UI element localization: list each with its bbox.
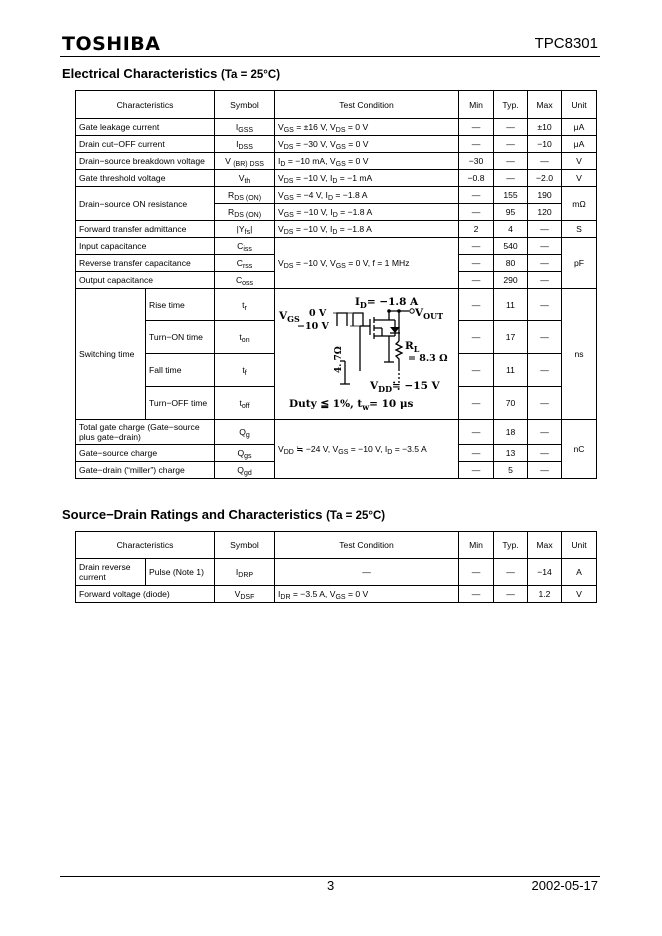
symbol-tr: $t_r$ [215, 289, 275, 321]
section-title-text: Electrical Characteristics [62, 66, 218, 81]
typ-value: — [494, 136, 528, 153]
max-value: −14 [528, 559, 562, 586]
row-subname: Pulse (Note 1) [146, 559, 215, 586]
min-value: — [459, 559, 494, 586]
test-condition: $V_{GS} = \pm 16$ V, $V_{DS} = 0$ V [275, 119, 459, 136]
row-name: Gate leakage current [76, 119, 215, 136]
row-name: Drain−source ON resistance [76, 187, 215, 221]
document-date: 2002-05-17 [531, 878, 598, 893]
min-value: — [459, 586, 494, 603]
max-value: — [528, 462, 562, 479]
col-symbol: Symbol [215, 532, 275, 559]
section-title-source-drain [62, 507, 385, 522]
min-value: −30 [459, 153, 494, 170]
max-value: — [528, 420, 562, 445]
typ-value: 11 [494, 354, 528, 387]
typ-value: 290 [494, 272, 528, 289]
row-name: Forward transfer admittance [76, 221, 215, 238]
col-max: Max [528, 532, 562, 559]
min-value: — [459, 136, 494, 153]
min-value: — [459, 119, 494, 136]
table-row [76, 170, 597, 187]
max-value: — [528, 238, 562, 255]
unit-value: S [562, 221, 597, 238]
row-subname: Fall time [146, 354, 215, 387]
col-unit: Unit [562, 532, 597, 559]
unit-value: pF [562, 238, 597, 289]
symbol-crss: $C_{rss}$ [215, 255, 275, 272]
footer-rule [60, 876, 600, 877]
row-name: Forward voltage (diode) [76, 586, 215, 603]
typ-value: — [494, 559, 528, 586]
row-name: Total gate charge (Gate−source plus gate−drain) [76, 420, 215, 445]
typ-value: 95 [494, 204, 528, 221]
symbol-vdsf: $V_{DSF}$ [215, 586, 275, 603]
row-name: Drain−source breakdown voltage [76, 153, 215, 170]
symbol-vbrdss: V $_{(BR) DSS}$ [215, 153, 275, 170]
typ-value: 11 [494, 289, 528, 321]
unit-value: μA [562, 136, 597, 153]
table-header-row [76, 532, 597, 559]
max-value: — [528, 289, 562, 321]
typ-value: 17 [494, 321, 528, 354]
row-name: Gate threshold voltage [76, 170, 215, 187]
row-name: Drain reverse current [76, 559, 146, 586]
typ-value: 13 [494, 445, 528, 462]
table-row [76, 586, 597, 603]
col-test-condition: Test Condition [275, 91, 459, 119]
symbol-yfs: $|Y_{fs}|$ [215, 221, 275, 238]
typ-value: 540 [494, 238, 528, 255]
row-name: Gate−source charge [76, 445, 215, 462]
col-test-condition: Test Condition [275, 532, 459, 559]
unit-value: V [562, 153, 597, 170]
min-value: — [459, 272, 494, 289]
col-unit: Unit [562, 91, 597, 119]
table-row [76, 559, 597, 586]
header-rule [60, 56, 600, 57]
section-title-electrical [62, 66, 280, 81]
symbol-ton: $t_{on}$ [215, 321, 275, 354]
test-condition: $V_{DS} = -10$ V, $I_D = -1$ mA [275, 170, 459, 187]
min-value: — [459, 462, 494, 479]
symbol-qgs: $Q_{gs}$ [215, 445, 275, 462]
toshiba-logo: TOSHIBA [62, 33, 161, 55]
typ-value: — [494, 586, 528, 603]
symbol-qgd: $Q_{gd}$ [215, 462, 275, 479]
row-name: Gate−drain (“miller”) charge [76, 462, 215, 479]
id-label: $I_D= -1.8$ A [355, 296, 419, 310]
min-value: — [459, 420, 494, 445]
typ-value: — [494, 170, 528, 187]
min-value: — [459, 289, 494, 321]
max-value: — [528, 387, 562, 420]
switching-circuit-diagram [275, 289, 459, 417]
max-value: 120 [528, 204, 562, 221]
col-characteristics: Characteristics [76, 91, 215, 119]
table-row [76, 221, 597, 238]
v0-label: 0 V [309, 308, 327, 319]
row-name: Input capacitance [76, 238, 215, 255]
col-typ: Typ. [494, 532, 528, 559]
table-row [76, 136, 597, 153]
row-subname: Rise time [146, 289, 215, 321]
row-name: Output capacitance [76, 272, 215, 289]
col-characteristics: Characteristics [76, 532, 215, 559]
section-condition: (Ta = 25°C) [326, 510, 386, 522]
table-row [76, 289, 597, 321]
part-number: TPC8301 [534, 35, 598, 52]
section-condition: (Ta = 25°C) [221, 69, 281, 81]
symbol-toff: $t_{off}$ [215, 387, 275, 420]
max-value: — [528, 445, 562, 462]
symbol-qg: $Q_g$ [215, 420, 275, 445]
table-row [76, 238, 597, 255]
test-condition: $V_{GS} = -10$ V, $I_D = -1.8$ A [275, 204, 459, 221]
typ-value: 4 [494, 221, 528, 238]
unit-value: μA [562, 119, 597, 136]
vneg-label: −10 V [297, 321, 329, 332]
col-max: Max [528, 91, 562, 119]
vdd-label: $V_{DD}≒ -15$ V [370, 380, 440, 394]
typ-value: 70 [494, 387, 528, 420]
symbol-rdson: $R_{DS (ON)}$ [215, 204, 275, 221]
row-subname: Turn−ON time [146, 321, 215, 354]
rg-label: 4. 7Ω [334, 346, 344, 373]
min-value: — [459, 445, 494, 462]
row-name: Drain cut−OFF current [76, 136, 215, 153]
test-condition: $I_D = -10$ mA, $V_{GS} = 0$ V [275, 153, 459, 170]
test-condition: $V_{DS} = -10$ V, $V_{GS} = 0$ V, f = 1 MHz [275, 238, 459, 289]
symbol-idss: $I_{DSS}$ [215, 136, 275, 153]
symbol-vth: $V_{th}$ [215, 170, 275, 187]
typ-value: 18 [494, 420, 528, 445]
max-value: ±10 [528, 119, 562, 136]
switching-test-circuit [275, 289, 459, 420]
test-condition: $V_{DS} = -10$ V, $I_D = -1.8$ A [275, 221, 459, 238]
max-value: — [528, 321, 562, 354]
table-row [76, 119, 597, 136]
vout-label: $V_{OUT}$ [415, 307, 444, 321]
unit-value: ns [562, 289, 597, 420]
typ-value: 80 [494, 255, 528, 272]
row-name: Switching time [76, 289, 146, 420]
min-value: — [459, 354, 494, 387]
unit-value: nC [562, 420, 597, 479]
symbol-coss: $C_{oss}$ [215, 272, 275, 289]
test-condition: — [275, 559, 459, 586]
test-condition: $I_{DR} = -3.5$ A, $V_{GS} = 0$ V [275, 586, 459, 603]
vgs-label: $V_{GS}$ [279, 310, 300, 324]
max-value: −2.0 [528, 170, 562, 187]
min-value: −0.8 [459, 170, 494, 187]
symbol-igss: $I_{GSS}$ [215, 119, 275, 136]
unit-value: mΩ [562, 187, 597, 221]
max-value: −10 [528, 136, 562, 153]
typ-value: 5 [494, 462, 528, 479]
duty-label: Duty ≦ 1%, $t_w= 10$ μs [289, 398, 414, 412]
symbol-rdson: $R_{DS (ON)}$ [215, 187, 275, 204]
min-value: — [459, 238, 494, 255]
symbol-idrp: $I_{DRP}$ [215, 559, 275, 586]
max-value: — [528, 272, 562, 289]
col-typ: Typ. [494, 91, 528, 119]
max-value: — [528, 153, 562, 170]
col-min: Min [459, 532, 494, 559]
unit-value: A [562, 559, 597, 586]
row-name: Reverse transfer capacitance [76, 255, 215, 272]
symbol-tf: $t_f$ [215, 354, 275, 387]
max-value: 190 [528, 187, 562, 204]
table-row [76, 153, 597, 170]
source-drain-table [75, 531, 597, 603]
max-value: — [528, 255, 562, 272]
test-condition: $V_{GS} = -4$ V, $I_D = -1.8$ A [275, 187, 459, 204]
col-min: Min [459, 91, 494, 119]
min-value: — [459, 387, 494, 420]
max-value: 1.2 [528, 586, 562, 603]
min-value: 2 [459, 221, 494, 238]
table-header-row [76, 91, 597, 119]
min-value: — [459, 204, 494, 221]
typ-value: 155 [494, 187, 528, 204]
typ-value: — [494, 119, 528, 136]
max-value: — [528, 221, 562, 238]
col-symbol: Symbol [215, 91, 275, 119]
typ-value: — [494, 153, 528, 170]
page-number: 3 [327, 878, 335, 893]
rl-value: = 8.3 Ω [408, 353, 448, 364]
symbol-ciss: $C_{iss}$ [215, 238, 275, 255]
min-value: — [459, 321, 494, 354]
test-condition: $V_{DD}$ ≒ −24 V, $V_{GS} = -10$ V, $I_D = -3.5$ A [275, 420, 459, 479]
min-value: — [459, 255, 494, 272]
rl-label: $R_L$ [405, 340, 420, 354]
test-condition: $V_{DS} = -30$ V, $V_{GS} = 0$ V [275, 136, 459, 153]
min-value: — [459, 187, 494, 204]
unit-value: V [562, 170, 597, 187]
row-subname: Turn−OFF time [146, 387, 215, 420]
section-title-text: Source−Drain Ratings and Characteristics [62, 507, 323, 522]
electrical-characteristics-table [75, 90, 597, 479]
unit-value: V [562, 586, 597, 603]
table-row [76, 187, 597, 204]
max-value: — [528, 354, 562, 387]
table-row [76, 420, 597, 445]
